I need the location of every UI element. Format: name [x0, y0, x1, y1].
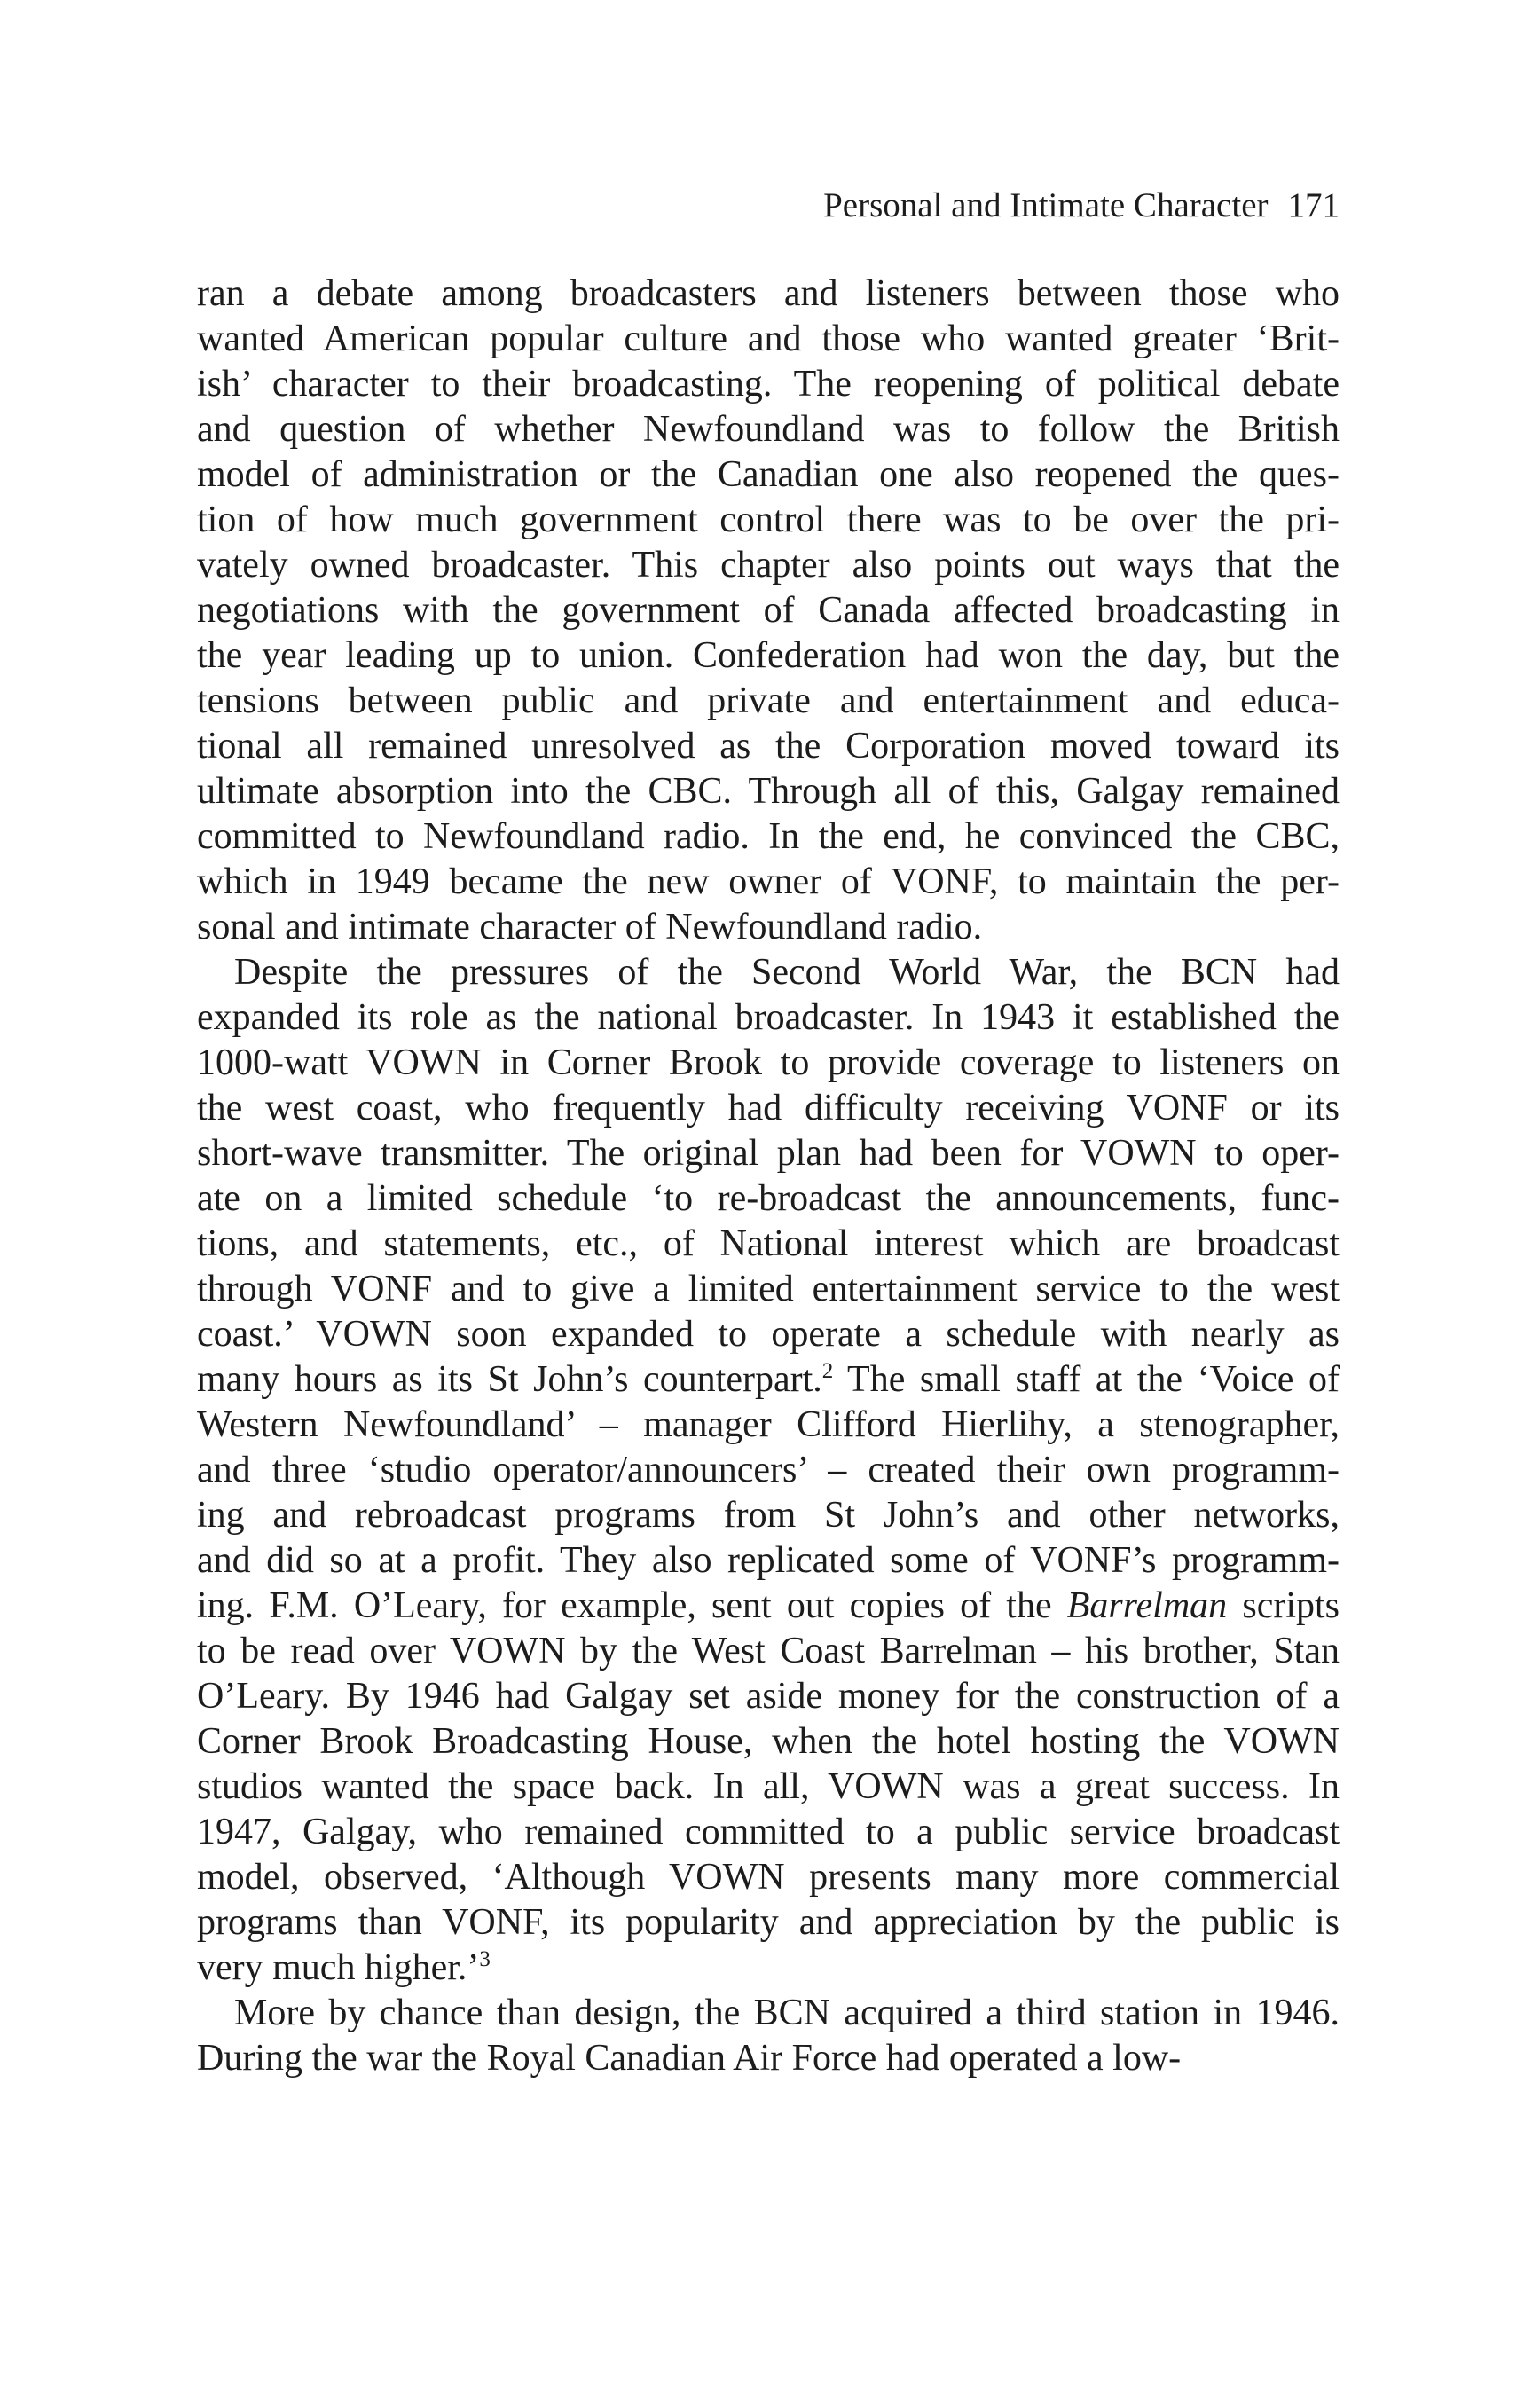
text-line — [197, 588, 1340, 633]
line-text: tensions between public and private and entertainment and educa- — [197, 680, 1340, 721]
text-line — [197, 1357, 1340, 1403]
line-text: short-wave transmitter. The original plan had been for VOWN to oper- — [197, 1133, 1340, 1174]
line-text: expanded its role as the national broadcaster. In 1943 it established the — [197, 997, 1340, 1038]
line-text: wanted American popular culture and those who wanted greater ‘Brit- — [197, 318, 1340, 359]
text-line — [197, 1629, 1340, 1674]
line-text: programs than VONF, its popularity and appreciation by the public is — [197, 1902, 1340, 1943]
text-line — [197, 1900, 1340, 1946]
line-text: tion of how much government control there was to be over the pri- — [197, 499, 1340, 540]
text-line — [197, 679, 1340, 724]
line-text: ing and rebroadcast programs from St John’s and other networks, — [197, 1495, 1340, 1536]
line-text: many hours as its St John’s counterpart. — [197, 1359, 822, 1400]
text-line — [197, 814, 1340, 860]
line-text: sonal and intimate character of Newfoundland radio. — [197, 907, 983, 947]
text-line — [197, 860, 1340, 905]
line-text: 1000-watt VOWN in Corner Brook to provide coverage to listeners on — [197, 1042, 1340, 1083]
line-text: the west coast, who frequently had difficulty receiving VONF or its — [197, 1088, 1340, 1128]
text-line — [197, 950, 1340, 995]
text-line — [197, 1403, 1340, 1448]
italic-title: Barrelman — [1066, 1585, 1228, 1626]
line-text: vately owned broadcaster. This chapter also points out ways that the — [197, 545, 1340, 586]
body-text — [197, 271, 1340, 2081]
text-line — [197, 1991, 1340, 2036]
text-line — [197, 317, 1340, 362]
line-text: studios wanted the space back. In all, VOWN was a great success. In — [197, 1766, 1340, 1807]
line-text: model of administration or the Canadian one also reopened the ques- — [197, 454, 1340, 495]
line-text: tional all remained unresolved as the Corporation moved toward its — [197, 726, 1340, 767]
text-line — [197, 1538, 1340, 1584]
text-line — [197, 633, 1340, 679]
text-line — [197, 1176, 1340, 1222]
line-text: the year leading up to union. Confederation had won the day, but the — [197, 635, 1340, 676]
page-number: 171 — [1287, 186, 1340, 224]
footnote-marker: 2 — [821, 1359, 834, 1383]
paragraph — [197, 1991, 1340, 2081]
line-text: More by chance than design, the BCN acquired a third station in 1946. — [234, 1993, 1340, 2033]
line-text: very much higher.’ — [197, 1947, 480, 1988]
text-line — [197, 1222, 1340, 1267]
text-line — [197, 1674, 1340, 1719]
text-line — [197, 1041, 1340, 1086]
text-line — [197, 1719, 1340, 1765]
text-line — [197, 995, 1340, 1041]
line-text: ran a debate among broadcasters and listeners between those who — [197, 273, 1340, 314]
line-text: to be read over VOWN by the West Coast Barrelman – his brother, Stan — [197, 1631, 1340, 1671]
line-text: committed to Newfoundland radio. In the end, he convinced the CBC, — [197, 816, 1340, 857]
line-text: Western Newfoundland’ – manager Clifford Hierlihy, a stenographer, — [197, 1404, 1340, 1445]
line-text: Corner Brook Broadcasting House, when the hotel hosting the VOWN — [197, 1721, 1340, 1762]
footnote-marker: 3 — [479, 1947, 491, 1971]
line-text: and did so at a profit. They also replicated some of VONF’s programm- — [197, 1540, 1340, 1581]
line-text: tions, and statements, etc., of National interest which are broadcast — [197, 1223, 1340, 1264]
line-text: ate on a limited schedule ‘to re-broadcast the announcements, func- — [197, 1178, 1340, 1219]
text-line — [197, 452, 1340, 498]
text-line — [197, 1584, 1340, 1629]
text-line — [197, 1312, 1340, 1357]
line-text: scripts — [1227, 1585, 1340, 1626]
text-line — [197, 1493, 1340, 1538]
paragraph — [197, 950, 1340, 1991]
text-line — [197, 1765, 1340, 1810]
line-text: which in 1949 became the new owner of VONF, to maintain the per- — [197, 861, 1340, 902]
line-text: ultimate absorption into the CBC. Through all of this, Galgay remained — [197, 771, 1340, 812]
text-line — [197, 1810, 1340, 1855]
text-line — [197, 905, 1340, 950]
text-line — [197, 1855, 1340, 1900]
text-line — [197, 724, 1340, 769]
text-line — [197, 407, 1340, 452]
running-head — [823, 185, 1340, 227]
line-text: ish’ character to their broadcasting. The reopening of political debate — [197, 364, 1340, 405]
text-line — [197, 498, 1340, 543]
line-text: O’Leary. By 1946 had Galgay set aside money for the construction of a — [197, 1676, 1340, 1717]
text-line — [197, 271, 1340, 317]
line-text: ing. F.M. O’Leary, for example, sent out copies of the — [197, 1585, 1067, 1626]
line-text: During the war the Royal Canadian Air Force had operated a low- — [197, 2038, 1182, 2079]
text-line — [197, 362, 1340, 407]
line-text: Despite the pressures of the Second World War, the BCN had — [234, 952, 1340, 993]
line-text: and question of whether Newfoundland was to follow the British — [197, 409, 1340, 450]
line-text: and three ‘studio operator/announcers’ – created their own programm- — [197, 1450, 1340, 1490]
text-line — [197, 769, 1340, 814]
line-text: The small staff at the ‘Voice of — [833, 1359, 1340, 1400]
line-text: negotiations with the government of Canada affected broadcasting in — [197, 590, 1340, 631]
text-line — [197, 543, 1340, 588]
paragraph — [197, 271, 1340, 950]
text-line — [197, 1946, 1340, 1991]
line-text: coast.’ VOWN soon expanded to operate a schedule with nearly as — [197, 1314, 1340, 1355]
text-line — [197, 2036, 1340, 2081]
text-line — [197, 1448, 1340, 1493]
running-head-title: Personal and Intimate Character — [823, 186, 1269, 224]
text-line — [197, 1267, 1340, 1312]
text-line — [197, 1086, 1340, 1131]
line-text: 1947, Galgay, who remained committed to a public service broadcast — [197, 1812, 1340, 1852]
line-text: through VONF and to give a limited entertainment service to the west — [197, 1269, 1340, 1309]
line-text: model, observed, ‘Although VOWN presents many more commercial — [197, 1857, 1340, 1898]
text-line — [197, 1131, 1340, 1176]
